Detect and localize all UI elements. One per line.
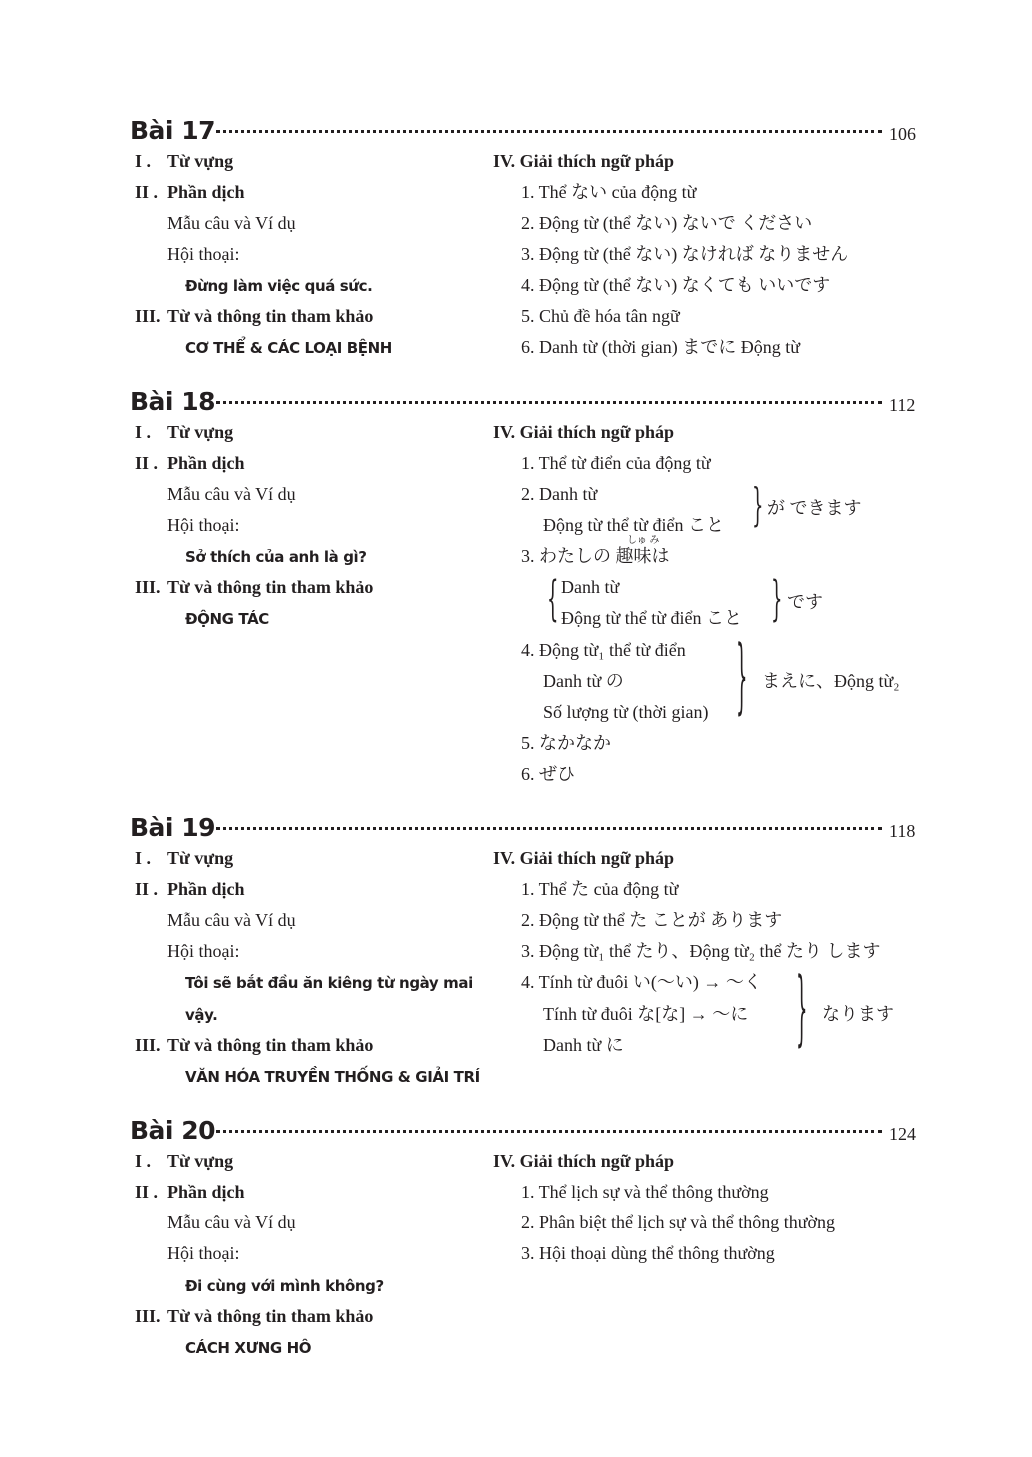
roman-numeral: I . xyxy=(135,1151,152,1171)
grammar-subline: Danh từ に xyxy=(543,1035,624,1055)
left-brace: { xyxy=(547,571,559,628)
reference-title: CƠ THỂ & CÁC LOẠI BỆNH xyxy=(185,339,392,357)
grammar-subline: Số lượng từ (thời gian) xyxy=(543,702,709,722)
grammar-item: 2. Phân biệt thể lịch sự và thể thông thường xyxy=(521,1212,835,1232)
roman-numeral: III. xyxy=(135,1035,161,1055)
dialogue-title: Tôi sẽ bắt đầu ăn kiêng từ ngày mai xyxy=(185,974,473,992)
grammar-item: 1. Thể lịch sự và thể thông thường xyxy=(521,1182,769,1202)
page-number: 118 xyxy=(889,821,916,841)
page-number: 106 xyxy=(889,124,916,144)
grammar-item: 3. Động từ₁ thể たり、Động từ₂ thể たり します xyxy=(521,941,881,961)
toc-entry-reference[interactable]: Từ và thông tin tham khảo xyxy=(167,1035,374,1055)
grammar-item: 5. なかなか xyxy=(521,733,611,753)
roman-numeral: II . xyxy=(135,879,159,899)
grammar-item: 2. Danh từ xyxy=(521,484,598,504)
lesson-title[interactable]: Bài 19 xyxy=(130,813,215,842)
roman-numeral: II . xyxy=(135,182,159,202)
dot-leader xyxy=(216,401,882,404)
dot-leader xyxy=(216,130,882,133)
grammar-item: 4. Tính từ đuôi い(〜い) → 〜く xyxy=(521,972,762,992)
grammar-suffix: が できます xyxy=(767,498,862,518)
toc-entry-sentences[interactable]: Mẫu câu và Ví dụ xyxy=(167,484,296,504)
toc-entry-dialogue[interactable]: Hội thoại: xyxy=(167,244,240,264)
toc-entry-grammar[interactable]: IV. Giải thích ngữ pháp xyxy=(493,1151,675,1171)
grammar-item: 3. Động từ (thể ない) なければ なりません xyxy=(521,244,849,264)
page-number: 124 xyxy=(889,1124,916,1144)
roman-numeral: I . xyxy=(135,848,152,868)
grammar-suffix: です xyxy=(787,592,823,612)
toc-entry-vocabulary[interactable]: Từ vựng xyxy=(167,151,234,171)
right-brace: } xyxy=(752,479,764,532)
toc-entry-translation[interactable]: Phần dịch xyxy=(167,182,245,202)
grammar-subline: Động từ thể từ điển こと xyxy=(561,608,742,628)
roman-numeral: II . xyxy=(135,1182,159,1202)
right-brace: } xyxy=(771,571,783,628)
roman-numeral: III. xyxy=(135,306,161,326)
page-number: 112 xyxy=(889,395,916,415)
grammar-item: 2. Động từ thể た ことが あります xyxy=(521,910,783,930)
toc-entry-vocabulary[interactable]: Từ vựng xyxy=(167,848,234,868)
toc-entry-grammar[interactable]: IV. Giải thích ngữ pháp xyxy=(493,422,675,442)
grammar-item: 1. Thể た của động từ xyxy=(521,879,679,899)
toc-entry-sentences[interactable]: Mẫu câu và Ví dụ xyxy=(167,1212,296,1232)
grammar-suffix: まえに、Động từ₂ xyxy=(762,671,900,691)
toc-entry-sentences[interactable]: Mẫu câu và Ví dụ xyxy=(167,910,296,930)
reference-title: ĐỘNG TÁC xyxy=(185,610,269,628)
toc-entry-dialogue[interactable]: Hội thoại: xyxy=(167,941,240,961)
grammar-item: 5. Chủ đề hóa tân ngữ xyxy=(521,306,680,326)
roman-numeral: III. xyxy=(135,1306,161,1326)
dialogue-title-cont: vậy. xyxy=(185,1006,218,1024)
toc-entry-reference[interactable]: Từ và thông tin tham khảo xyxy=(167,577,374,597)
roman-numeral: II . xyxy=(135,453,159,473)
grammar-subline: Danh từ の xyxy=(543,671,624,691)
toc-entry-grammar[interactable]: IV. Giải thích ngữ pháp xyxy=(493,848,675,868)
dialogue-title: Sở thích của anh là gì? xyxy=(185,548,367,566)
roman-numeral: I . xyxy=(135,422,152,442)
roman-numeral: I . xyxy=(135,151,152,171)
toc-entry-vocabulary[interactable]: Từ vựng xyxy=(167,1151,234,1171)
lesson-title[interactable]: Bài 20 xyxy=(130,1116,215,1145)
grammar-item: 2. Động từ (thể ない) ないで ください xyxy=(521,213,813,233)
dot-leader xyxy=(216,827,882,830)
grammar-subline: Danh từ xyxy=(561,577,620,597)
toc-entry-translation[interactable]: Phần dịch xyxy=(167,879,245,899)
grammar-item: 1. Thể ない của động từ xyxy=(521,182,697,202)
toc-entry-reference[interactable]: Từ và thông tin tham khảo xyxy=(167,1306,374,1326)
grammar-item: 3. わたしの 趣味は xyxy=(521,546,670,566)
grammar-item: 4. Động từ (thể ない) なくても いいです xyxy=(521,275,831,295)
grammar-item: 4. Động từ₁ thể từ điển xyxy=(521,640,686,660)
toc-entry-dialogue[interactable]: Hội thoại: xyxy=(167,1243,240,1263)
toc-entry-translation[interactable]: Phần dịch xyxy=(167,1182,245,1202)
dialogue-title: Đừng làm việc quá sức. xyxy=(185,277,373,295)
lesson-title[interactable]: Bài 18 xyxy=(130,387,215,416)
right-brace: } xyxy=(796,961,808,1057)
right-brace: } xyxy=(736,629,748,725)
grammar-subline: Tính từ đuôi な[な] → 〜に xyxy=(543,1004,749,1024)
dot-leader xyxy=(216,1130,882,1133)
lesson-title[interactable]: Bài 17 xyxy=(130,116,215,145)
toc-entry-dialogue[interactable]: Hội thoại: xyxy=(167,515,240,535)
grammar-item: 6. Danh từ (thời gian) までに Động từ xyxy=(521,337,800,357)
toc-entry-vocabulary[interactable]: Từ vựng xyxy=(167,422,234,442)
toc-entry-grammar[interactable]: IV. Giải thích ngữ pháp xyxy=(493,151,675,171)
toc-entry-sentences[interactable]: Mẫu câu và Ví dụ xyxy=(167,213,296,233)
grammar-item: 6. ぜひ xyxy=(521,764,575,784)
dialogue-title: Đi cùng với mình không? xyxy=(185,1277,384,1295)
grammar-suffix: なります xyxy=(822,1004,894,1024)
reference-title: CÁCH XƯNG HÔ xyxy=(185,1339,312,1357)
grammar-item: 1. Thể từ điển của động từ xyxy=(521,453,711,473)
roman-numeral: III. xyxy=(135,577,161,597)
grammar-item: 3. Hội thoại dùng thể thông thường xyxy=(521,1243,775,1263)
furigana: しゅ み xyxy=(627,535,660,546)
toc-entry-translation[interactable]: Phần dịch xyxy=(167,453,245,473)
grammar-subline: Động từ thể từ điển こと xyxy=(543,515,724,535)
toc-entry-reference[interactable]: Từ và thông tin tham khảo xyxy=(167,306,374,326)
reference-title: VĂN HÓA TRUYỀN THỐNG & GIẢI TRÍ xyxy=(185,1068,480,1086)
